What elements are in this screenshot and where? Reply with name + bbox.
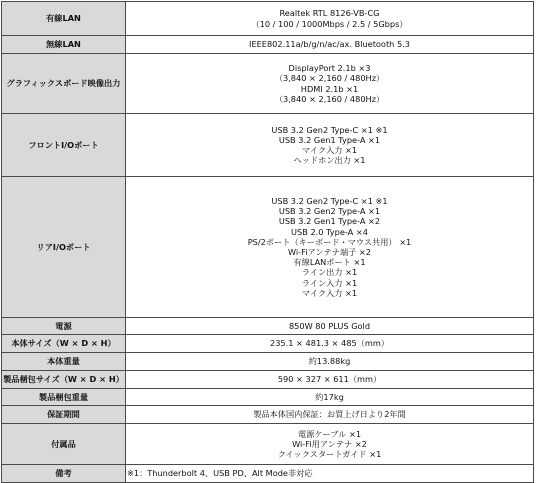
spec-value	[126, 2, 534, 36]
spec-value-line: IEEE802.11a/b/g/n/ac/ax. Bluetooth 5.3	[249, 39, 410, 50]
spec-value-line: 有線LANポート ×1	[293, 257, 366, 268]
spec-value-line: 590 × 327 × 611（mm）	[277, 374, 382, 385]
spec-label: 本体重量	[2, 353, 126, 371]
spec-row	[2, 114, 534, 177]
spec-label: 備考	[2, 465, 126, 483]
spec-value-line: USB 3.2 Gen2 Type-C ×1 ※1	[271, 195, 388, 206]
spec-value-line: PS/2ポート（キーボード・マウス共用） ×1	[247, 236, 412, 247]
spec-value-line: Wi-Fi用アンテナ ×2	[292, 438, 367, 449]
spec-row	[2, 54, 534, 114]
spec-row	[2, 389, 534, 406]
spec-row	[2, 2, 534, 36]
spec-row	[2, 465, 534, 483]
spec-value-line: USB 3.2 Gen2 Type-A ×1	[278, 206, 381, 217]
spec-value-line: USB 2.0 Type-A ×4	[291, 226, 368, 237]
spec-value	[126, 371, 534, 389]
spec-label: 電源	[2, 318, 126, 335]
spec-value	[126, 318, 534, 335]
spec-value-line: ライン出力 ×1	[301, 267, 358, 278]
spec-value-line: USB 3.2 Gen1 Type-A ×1	[278, 134, 381, 145]
spec-value	[126, 177, 534, 318]
spec-value-line: 850W 80 PLUS Gold	[288, 320, 371, 331]
spec-table	[1, 1, 534, 483]
spec-value	[126, 389, 534, 406]
spec-value-line: Wi-Fiアンテナ端子 ×2	[287, 247, 371, 257]
spec-value-line: ライン入力 ×1	[301, 277, 358, 288]
spec-row	[2, 36, 534, 54]
spec-value	[126, 353, 534, 371]
spec-label: グラフィックスボード映像出力	[2, 54, 126, 114]
spec-value-line: HDMI 2.1b ×1	[300, 83, 359, 94]
spec-label: フロントI/Oポート	[2, 114, 126, 177]
spec-label: 本体サイズ（W × D × H）	[2, 335, 126, 353]
spec-value-line: クイックスタートガイド ×1	[277, 449, 382, 460]
spec-value-line: マイク入力 ×1	[301, 287, 358, 298]
spec-value-line: 約17kg	[315, 391, 344, 402]
spec-value-line: Realtek RTL 8126-VB-CG	[279, 8, 380, 19]
spec-row	[2, 335, 534, 353]
spec-value-line: （3,840 × 2,160 / 480Hz）	[274, 73, 385, 84]
spec-value-line: （3,840 × 2,160 / 480Hz）	[274, 93, 385, 104]
spec-value-line: DisplayPort 2.1b ×3	[288, 63, 371, 74]
spec-label: 保証期間	[2, 406, 126, 424]
spec-value	[126, 335, 534, 353]
spec-value-line: 235.1 × 481.3 × 485（mm）	[270, 338, 389, 349]
spec-value	[126, 114, 534, 177]
spec-value-line: 電源ケーブル ×1	[297, 428, 362, 439]
spec-label: 付属品	[2, 424, 126, 465]
spec-row	[2, 424, 534, 465]
spec-row	[2, 353, 534, 371]
spec-value-line: USB 3.2 Gen2 Type-C ×1 ※1	[271, 124, 388, 135]
spec-value	[126, 424, 534, 465]
spec-label: 製品梱包サイズ（W × D × H）	[2, 371, 126, 389]
spec-value-line: ※1：Thunderbolt 4、USB PD、Alt Mode非対応	[127, 468, 313, 479]
spec-row	[2, 406, 534, 424]
spec-table-body	[2, 2, 534, 483]
spec-value-line: 約13.88kg	[308, 356, 351, 367]
spec-row	[2, 371, 534, 389]
spec-value	[126, 36, 534, 54]
spec-label: 製品梱包重量	[2, 389, 126, 406]
spec-value-line: ヘッドホン出力 ×1	[293, 155, 366, 166]
spec-value-line: （10 / 100 / 1000Mbps / 2.5 / 5Gbps）	[251, 18, 408, 29]
spec-label: 無線LAN	[2, 36, 126, 54]
spec-row	[2, 177, 534, 318]
spec-value-line: 製品本体国内保証：お買上げ日より2年間	[253, 409, 406, 420]
spec-value	[126, 54, 534, 114]
spec-value-line: USB 3.2 Gen1 Type-A ×2	[278, 216, 381, 227]
spec-value-line: マイク入力 ×1	[301, 145, 358, 155]
spec-value	[126, 465, 534, 483]
spec-value	[126, 406, 534, 424]
spec-label: 有線LAN	[2, 2, 126, 36]
spec-label: リアI/Oポート	[2, 177, 126, 318]
spec-row	[2, 318, 534, 335]
